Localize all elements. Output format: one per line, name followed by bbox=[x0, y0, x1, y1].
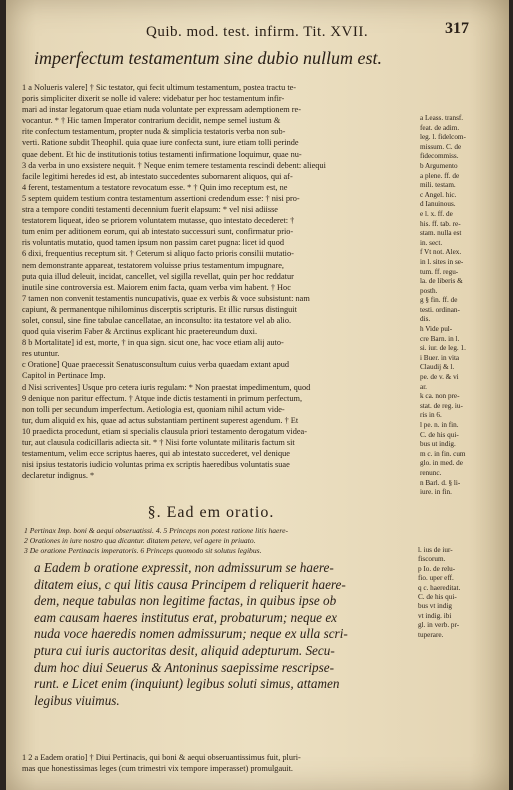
gloss-line: tur, aut clausula codicillaris adiecta sit. * † Nisi forte voluntate militaris factum sit bbox=[22, 438, 295, 447]
margin-note-line: pe. de v. & vi bbox=[420, 373, 459, 382]
margin-note-line: cre Barn. in l. bbox=[420, 334, 460, 343]
law-text-line: legibus viuimus. bbox=[34, 692, 120, 708]
law-text-line: ditatem eius, c qui litis causa Principem d reliquerit haere- bbox=[34, 576, 346, 592]
margin-note-line: stam. nulla est bbox=[420, 229, 462, 238]
gloss-line: 9 denique non paritur effectum. † Atque inde dictis testamenti in primum perfectum, bbox=[22, 393, 303, 403]
margin-note-line: dis. bbox=[420, 315, 431, 324]
margin-note-line: glo. in med. de bbox=[420, 459, 463, 468]
gloss-line: d Nisi scriventes] Usque pro cetera iuris regulam: * Non praestat impedimentum, quod bbox=[22, 382, 311, 392]
law-text-line: eam causam haeres institutus erat, probaturum; neque ex bbox=[34, 609, 338, 625]
gloss-line: 1 a Nolueris valere] † Sic testator, qui fecit ultimum testamentum, postea tractu te- bbox=[22, 83, 297, 92]
margin-note-line: ris in 6. bbox=[420, 411, 442, 420]
gloss-line: quae debent. Et hic de institutionis totius testamenti infirmatione loquimur, quae nu- bbox=[22, 149, 302, 159]
margin-note-line: gl. in verb. pr- bbox=[418, 621, 460, 630]
gloss-line: 7 tamen non convenit testamentis nuncupativis, quae ex verbis & voce subsistunt: nam bbox=[22, 293, 310, 303]
book-page bbox=[6, 0, 509, 790]
gloss-line: res utuntur. bbox=[22, 349, 60, 359]
gloss-line: 4 ferent, testamentum a testatore revocatum esse. * † Quin imo receptum est, ne bbox=[22, 182, 288, 192]
margin-note-line: stat. de reg. iu- bbox=[420, 401, 463, 410]
gloss-line: solet, consul, sine fine tabulae cancellatae, an inconsulto: ita testatore vel ab alio. bbox=[22, 315, 292, 325]
gloss-line: 3 da verba in uno exsistere nequit. † Neque enim temere testamenta rescindi debent: aliequi bbox=[22, 160, 326, 170]
gloss-line: quod quia viserim Faber & Arctinus explicant hic praetereundum duxi. bbox=[22, 327, 258, 337]
margin-note-line: C. de his qui- bbox=[420, 430, 459, 439]
margin-note-line: Claudij & l. bbox=[420, 363, 455, 372]
law-text-line: nuda voce haeredis nomen admissurum; neque ex ulla scri- bbox=[34, 626, 348, 642]
footer-gloss bbox=[22, 752, 414, 774]
gloss-line: capiunt, & permanentque nihilominus discerptis scripturis. Et illic rursus distinguit bbox=[22, 304, 297, 314]
margin-note-line: l. ius de iur- bbox=[418, 546, 453, 554]
margin-note-line: missum. C. de bbox=[420, 142, 462, 151]
gloss-line: testamentum, velim ecce scriptus haeres, qui ab intestato succederet, vel denique bbox=[22, 449, 290, 459]
margin-note-line: posth. bbox=[420, 286, 438, 295]
commentary-gloss bbox=[22, 82, 414, 481]
summary-list bbox=[24, 526, 416, 557]
margin-note-line: mili. testam. bbox=[420, 181, 456, 190]
margin-note-line: leg. l. fidelcom- bbox=[420, 133, 466, 142]
margin-note-line: tum. ff. regu- bbox=[420, 267, 459, 276]
gloss-line: 5 septem quidem testium contra testamentum assertioni credendum esse: † nisi pro- bbox=[22, 193, 300, 203]
gloss-line: c Oratione] Quae praecessit Senatusconsultum cuius verba quaedam extant apud bbox=[22, 360, 290, 370]
gloss-line: facile legitimi heredes id est, ab intestato succedentes subornarent aliquos, qui af- bbox=[22, 171, 293, 181]
footer-gloss-line: mas que honestissimas leges (cum trimestri vix tempore imperasset) promulgauit. bbox=[22, 764, 293, 773]
gloss-line: ris voluntatis mutatio, quod tamen ipsum non passim caret pugna: licet id quod bbox=[22, 238, 285, 248]
lemma-heading: imperfectum testamentum sine dubio nullum est. bbox=[34, 48, 382, 68]
margin-note-line: C. de his qui- bbox=[418, 593, 457, 602]
margin-note-line: i Buer. in vita bbox=[420, 353, 460, 362]
margin-note-line: tuperare. bbox=[418, 630, 444, 639]
margin-note-line: fidecommiss. bbox=[420, 152, 459, 161]
margin-note-line: m c. in fin. cum bbox=[420, 449, 466, 458]
margin-notes-lower bbox=[418, 546, 502, 640]
gloss-line: nem demonstrante appareat, testatorem voluisse prius testamentum impugnare, bbox=[22, 260, 284, 270]
margin-note-line: f Vt not. Alex. bbox=[420, 248, 462, 257]
margin-note-line: fiscorum. bbox=[418, 555, 446, 564]
margin-note-line: n Barl. d. § li- bbox=[420, 478, 461, 487]
margin-note-line: bus ut indig. bbox=[420, 440, 456, 449]
law-text-line: dum hoc diui Seuerus & Antoninus saepissime rescripse- bbox=[34, 659, 334, 675]
gloss-line: declaretur indignus. * bbox=[22, 471, 95, 481]
margin-note-line: si. iur. de leg. 1. bbox=[420, 344, 466, 353]
margin-note-line: c Angel. hic. bbox=[420, 190, 457, 199]
page-number: 317 bbox=[445, 20, 469, 37]
gloss-line: tur, dum aliquid ex his, quae ad actus substantiam pertinent superest agendum. † Et bbox=[22, 415, 299, 425]
running-head: Quib. mod. test. infirm. Tit. XVII. bbox=[146, 24, 369, 40]
margin-note-line: testi. ordinan- bbox=[420, 305, 460, 314]
gloss-line: poris simpliciter dixerit se nolle id valere: videbatur per hoc testamentum infir- bbox=[22, 94, 285, 104]
law-text-line: ptura cui iuris auctoritas desit, aliquid adepturum. Secu- bbox=[34, 642, 335, 658]
section-title: §. Ead em oratio. bbox=[147, 504, 275, 521]
gloss-line: 6 dixi, frequentius receptum sit. † Ceterum si aliquo facto prioris consilii mutatio- bbox=[22, 249, 294, 259]
margin-note-line: l pe. n. in fin. bbox=[420, 421, 459, 429]
margin-note-line: a plene. ff. de bbox=[420, 171, 460, 180]
gloss-line: testatorem liqueat, ideo se priorem voluntatem mutasse, quo intestato decederet: † bbox=[22, 216, 295, 226]
gloss-line: non tolli per secundum imperfectum. Aetiologia est, quoniam nihil actum vide- bbox=[22, 404, 285, 414]
margin-note-line: ar. bbox=[420, 382, 427, 391]
margin-note-line: fio. uper eff. bbox=[418, 574, 454, 583]
footer-gloss-line: 1 2 a Eadem oratio] † Diui Pertinacis, qui boni & aequi obseruantissimus fuit, pluri- bbox=[22, 753, 301, 762]
law-text bbox=[34, 560, 414, 709]
margin-note-line: his. ff. tab. re- bbox=[420, 219, 461, 228]
margin-notes bbox=[420, 114, 502, 498]
margin-note-line: p Io. de relu- bbox=[418, 564, 456, 573]
margin-note-line: renunc. bbox=[420, 468, 442, 477]
law-text-line: runt. e Licet enim (inquiunt) legibus soluti simus, attamen bbox=[34, 676, 340, 692]
margin-note-line: feat. de adim. bbox=[420, 123, 460, 132]
margin-note-line: vt indig. ibi bbox=[418, 611, 452, 620]
gloss-line: inutile sine controversia est. Maiorem enim facta, quam verba vim habent. † Hoc bbox=[22, 282, 291, 292]
gloss-line: vocantur. * † Hic tamen Imperator contrarium decidit, nempe semel iustum & bbox=[22, 116, 281, 126]
margin-note-line: e l. x. ff. de bbox=[420, 209, 453, 218]
margin-note-line: in. sect. bbox=[420, 238, 443, 247]
gloss-line: rite confectum testamentum, propter nuda & simplicia testatoris verba non sub- bbox=[22, 127, 286, 137]
gloss-line: puta quia illud deleuit, incidat, cancellet, vel sigilla revellat, quin per hoc reddatur bbox=[22, 271, 294, 281]
summary-line: 1 Pertinax Imp. boni & aequi obseruatissi. 4. 5 Princeps non potest ratione litis haere- bbox=[24, 526, 288, 535]
margin-note-line: bus vt indig bbox=[418, 602, 452, 611]
margin-note-line: in l. sites in se- bbox=[420, 257, 464, 266]
margin-note-line: g § fin. ff. de bbox=[420, 296, 458, 305]
gloss-line: Capitol in Pertinace Imp. bbox=[22, 371, 106, 381]
margin-note-line: iure. in fin. bbox=[420, 488, 452, 497]
law-text-line: dem, neque tabulas non legitime factas, in quibus ipse ob bbox=[34, 593, 337, 609]
margin-note-line: k ca. non pre- bbox=[420, 392, 460, 401]
gloss-line: stra a tempore conditi testamenti decennium fuerit elapsum: * vel nisi adiisse bbox=[22, 205, 278, 215]
margin-note-line: b Argumento bbox=[420, 161, 458, 170]
gloss-line: 8 b Mortalitate] id est, morte, † in qua sign. sicut one, hac voce etiam alij auto- bbox=[22, 338, 284, 348]
summary-line: 2 Orationes in iure nostro qua dicantur. ditatem petere, vel agere in priuato. bbox=[24, 536, 256, 546]
summary-line: 3 De oratione Pertinacis imperatoris. 6 Princeps quomodo sit solutus legibus. bbox=[24, 546, 262, 556]
gloss-line: verti. Ratione subdit Theophil. quia quae iure confecta sunt, iure etiam tolli perinde bbox=[22, 138, 299, 148]
gloss-line: 10 praedicta procedunt, etiam si specialis clausula priori testamento derogatum videa- bbox=[22, 426, 307, 436]
gloss-line: tum enim per aditionem eorum, qui ab intestato successuri sunt, confirmatur prio- bbox=[22, 227, 294, 237]
law-text-line: a Eadem b oratione expressit, non admissurum se haere- bbox=[34, 560, 334, 575]
gloss-line: nisi ipsius testatoris iudicio voluntas prima ex scriptis haeredibus voluntatis suae bbox=[22, 460, 290, 470]
margin-note-line: d Ianuinous. bbox=[420, 200, 456, 209]
margin-note-line: q c. haereditat. bbox=[418, 583, 461, 592]
margin-note-line: la. de liberis & bbox=[420, 277, 463, 286]
margin-note-line: h Vide pul- bbox=[420, 325, 453, 334]
gloss-line: mari ad instar legatorum quae etiam nuda voluntate per expressam ademptionem re- bbox=[22, 105, 301, 115]
margin-note-line: a Leass. transf. bbox=[420, 114, 464, 122]
